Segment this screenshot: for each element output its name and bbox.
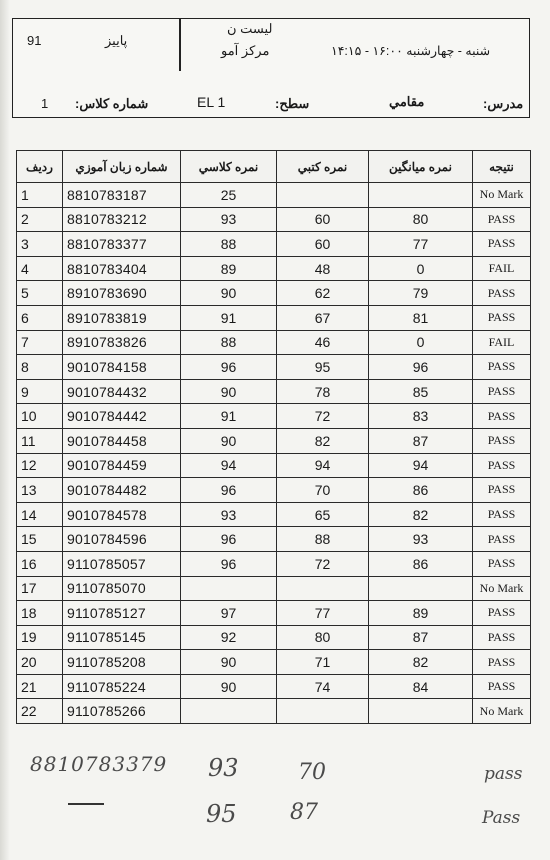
student-id-cell: 9110785224 [63,674,181,699]
class-score-cell: 91 [181,305,277,330]
table-row [17,478,531,503]
center-name: مرکز آمو [221,43,270,58]
handwritten-class-score-1: 93 [208,754,239,782]
row-number-cell: 16 [17,551,63,576]
student-id-cell: 8810783404 [63,256,181,281]
student-id-cell: 9110785145 [63,625,181,650]
table-row [17,183,531,208]
average-score-cell: 93 [369,527,473,552]
result-cell: PASS [473,428,531,453]
row-number-cell: 15 [17,527,63,552]
average-score-cell: 82 [369,502,473,527]
row-number-cell: 6 [17,305,63,330]
class-score-cell: 90 [181,281,277,306]
level-value: EL 1 [197,94,226,110]
result-cell: No Mark [473,576,531,601]
table-row [17,330,531,355]
average-score-cell: 94 [369,453,473,478]
class-score-cell: 90 [181,428,277,453]
average-score-cell: 84 [369,674,473,699]
written-score-cell: 88 [277,527,369,552]
class-score-cell: 25 [181,183,277,208]
average-score-cell: 83 [369,404,473,429]
header-written-score: نمره كتبي [277,151,369,183]
student-id-cell: 8810783187 [63,183,181,208]
table-body [17,183,531,724]
result-cell: No Mark [473,699,531,724]
row-number-cell: 2 [17,207,63,232]
handwritten-dash [68,803,104,805]
average-score-cell: 79 [369,281,473,306]
class-score-cell: 88 [181,232,277,257]
student-id-cell: 9110785057 [63,551,181,576]
average-score-cell: 87 [369,625,473,650]
result-cell: PASS [473,601,531,626]
class-score-cell [181,576,277,601]
table-row [17,428,531,453]
result-cell: No Mark [473,183,531,208]
average-score-cell: 89 [369,601,473,626]
header-result: نتيجه [473,151,531,183]
average-score-cell: 77 [369,232,473,257]
class-number-label: شماره کلاس: [75,96,149,111]
header-divider [179,19,181,71]
table-row [17,404,531,429]
row-number-cell: 18 [17,601,63,626]
result-cell: PASS [473,379,531,404]
class-score-cell: 96 [181,551,277,576]
student-id-cell: 8810783377 [63,232,181,257]
table-row [17,305,531,330]
written-score-cell: 82 [277,428,369,453]
class-score-cell: 93 [181,207,277,232]
written-score-cell: 60 [277,207,369,232]
result-cell: PASS [473,650,531,675]
written-score-cell: 78 [277,379,369,404]
header-student-id: شماره زبان آموزي [63,151,181,183]
class-score-cell: 91 [181,404,277,429]
average-score-cell: 86 [369,478,473,503]
row-number-cell: 19 [17,625,63,650]
class-score-cell: 94 [181,453,277,478]
teacher-label: مدرس: [483,96,524,111]
average-score-cell: 96 [369,355,473,380]
table-row [17,699,531,724]
student-id-cell: 9010784578 [63,502,181,527]
handwritten-student-id: 8810783379 [30,752,168,776]
student-id-cell: 9010784459 [63,453,181,478]
written-score-cell: 46 [277,330,369,355]
written-score-cell: 71 [277,650,369,675]
result-cell: PASS [473,625,531,650]
student-id-cell: 9010784596 [63,527,181,552]
result-cell: PASS [473,551,531,576]
average-score-cell: 0 [369,256,473,281]
average-score-cell [369,183,473,208]
student-id-cell: 9110785266 [63,699,181,724]
term-number: 91 [27,33,42,48]
student-id-cell: 8910783690 [63,281,181,306]
result-cell: PASS [473,305,531,330]
handwritten-written-score-2: 87 [290,800,318,825]
student-id-cell: 8910783819 [63,305,181,330]
row-number-cell: 8 [17,355,63,380]
table-row [17,232,531,257]
row-number-cell: 9 [17,379,63,404]
average-score-cell: 85 [369,379,473,404]
class-score-cell: 97 [181,601,277,626]
row-number-cell: 17 [17,576,63,601]
row-number-cell: 22 [17,699,63,724]
average-score-cell: 82 [369,650,473,675]
list-title: لیست ن [227,21,273,36]
student-id-cell: 9010784442 [63,404,181,429]
schedule: شنبه - چهارشنبه ۱۶:۰۰ - ۱۴:۱۵ [331,44,491,58]
written-score-cell: 72 [277,404,369,429]
table-row [17,576,531,601]
class-score-cell: 96 [181,478,277,503]
table-row [17,551,531,576]
table-row [17,207,531,232]
table-row [17,674,531,699]
result-cell: PASS [473,674,531,699]
class-number: 1 [41,96,49,111]
table-row [17,281,531,306]
table-row [17,256,531,281]
result-cell: PASS [473,502,531,527]
table-row [17,355,531,380]
row-number-cell: 3 [17,232,63,257]
average-score-cell: 87 [369,428,473,453]
student-id-cell: 9010784482 [63,478,181,503]
result-cell: PASS [473,207,531,232]
header-average-score: نمره ميانگين [369,151,473,183]
header-class-score: نمره كلاسي [181,151,277,183]
average-score-cell: 0 [369,330,473,355]
class-score-cell: 90 [181,650,277,675]
written-score-cell [277,699,369,724]
class-score-cell: 92 [181,625,277,650]
row-number-cell: 5 [17,281,63,306]
result-cell: FAIL [473,330,531,355]
handwritten-result-2: Pass [482,808,521,828]
table-row [17,650,531,675]
written-score-cell: 94 [277,453,369,478]
class-score-cell: 96 [181,527,277,552]
season: پاییز [105,33,128,48]
class-score-cell: 89 [181,256,277,281]
student-id-cell: 9010784458 [63,428,181,453]
row-number-cell: 12 [17,453,63,478]
row-number-cell: 20 [17,650,63,675]
written-score-cell: 95 [277,355,369,380]
written-score-cell: 77 [277,601,369,626]
room-value: مقامي [389,94,425,109]
paper-edge [0,0,10,860]
table-row [17,453,531,478]
student-id-cell: 8810783212 [63,207,181,232]
student-id-cell: 9010784432 [63,379,181,404]
result-cell: PASS [473,527,531,552]
average-score-cell: 80 [369,207,473,232]
table-header-row [17,151,531,183]
result-cell: PASS [473,355,531,380]
average-score-cell: 81 [369,305,473,330]
written-score-cell: 60 [277,232,369,257]
table-row [17,625,531,650]
handwritten-class-score-2: 95 [206,800,237,828]
written-score-cell [277,576,369,601]
class-score-cell: 96 [181,355,277,380]
written-score-cell: 74 [277,674,369,699]
grades-table [16,150,531,724]
result-cell: PASS [473,404,531,429]
handwritten-result-1: pass [484,764,523,784]
result-cell: PASS [473,478,531,503]
student-id-cell: 9110785127 [63,601,181,626]
table-row [17,601,531,626]
average-score-cell [369,699,473,724]
written-score-cell: 80 [277,625,369,650]
result-cell: FAIL [473,256,531,281]
result-cell: PASS [473,281,531,306]
row-number-cell: 11 [17,428,63,453]
written-score-cell: 67 [277,305,369,330]
row-number-cell: 10 [17,404,63,429]
row-number-cell: 14 [17,502,63,527]
written-score-cell [277,183,369,208]
table-row [17,379,531,404]
level-label: سطح: [275,96,310,111]
student-id-cell: 9110785070 [63,576,181,601]
average-score-cell [369,576,473,601]
table-row [17,527,531,552]
row-number-cell: 13 [17,478,63,503]
row-number-cell: 1 [17,183,63,208]
written-score-cell: 48 [277,256,369,281]
row-number-cell: 4 [17,256,63,281]
written-score-cell: 70 [277,478,369,503]
student-id-cell: 8910783826 [63,330,181,355]
written-score-cell: 65 [277,502,369,527]
table-row [17,502,531,527]
class-score-cell: 90 [181,379,277,404]
handwritten-written-score-1: 70 [298,760,326,785]
result-cell: PASS [473,232,531,257]
result-cell: PASS [473,453,531,478]
student-id-cell: 9110785208 [63,650,181,675]
student-id-cell: 9010784158 [63,355,181,380]
class-info-header [12,18,530,118]
written-score-cell: 72 [277,551,369,576]
class-score-cell: 90 [181,674,277,699]
row-number-cell: 21 [17,674,63,699]
written-score-cell: 62 [277,281,369,306]
class-score-cell [181,699,277,724]
class-score-cell: 88 [181,330,277,355]
header-row-no: ردیف [17,151,63,183]
row-number-cell: 7 [17,330,63,355]
class-score-cell: 93 [181,502,277,527]
average-score-cell: 86 [369,551,473,576]
